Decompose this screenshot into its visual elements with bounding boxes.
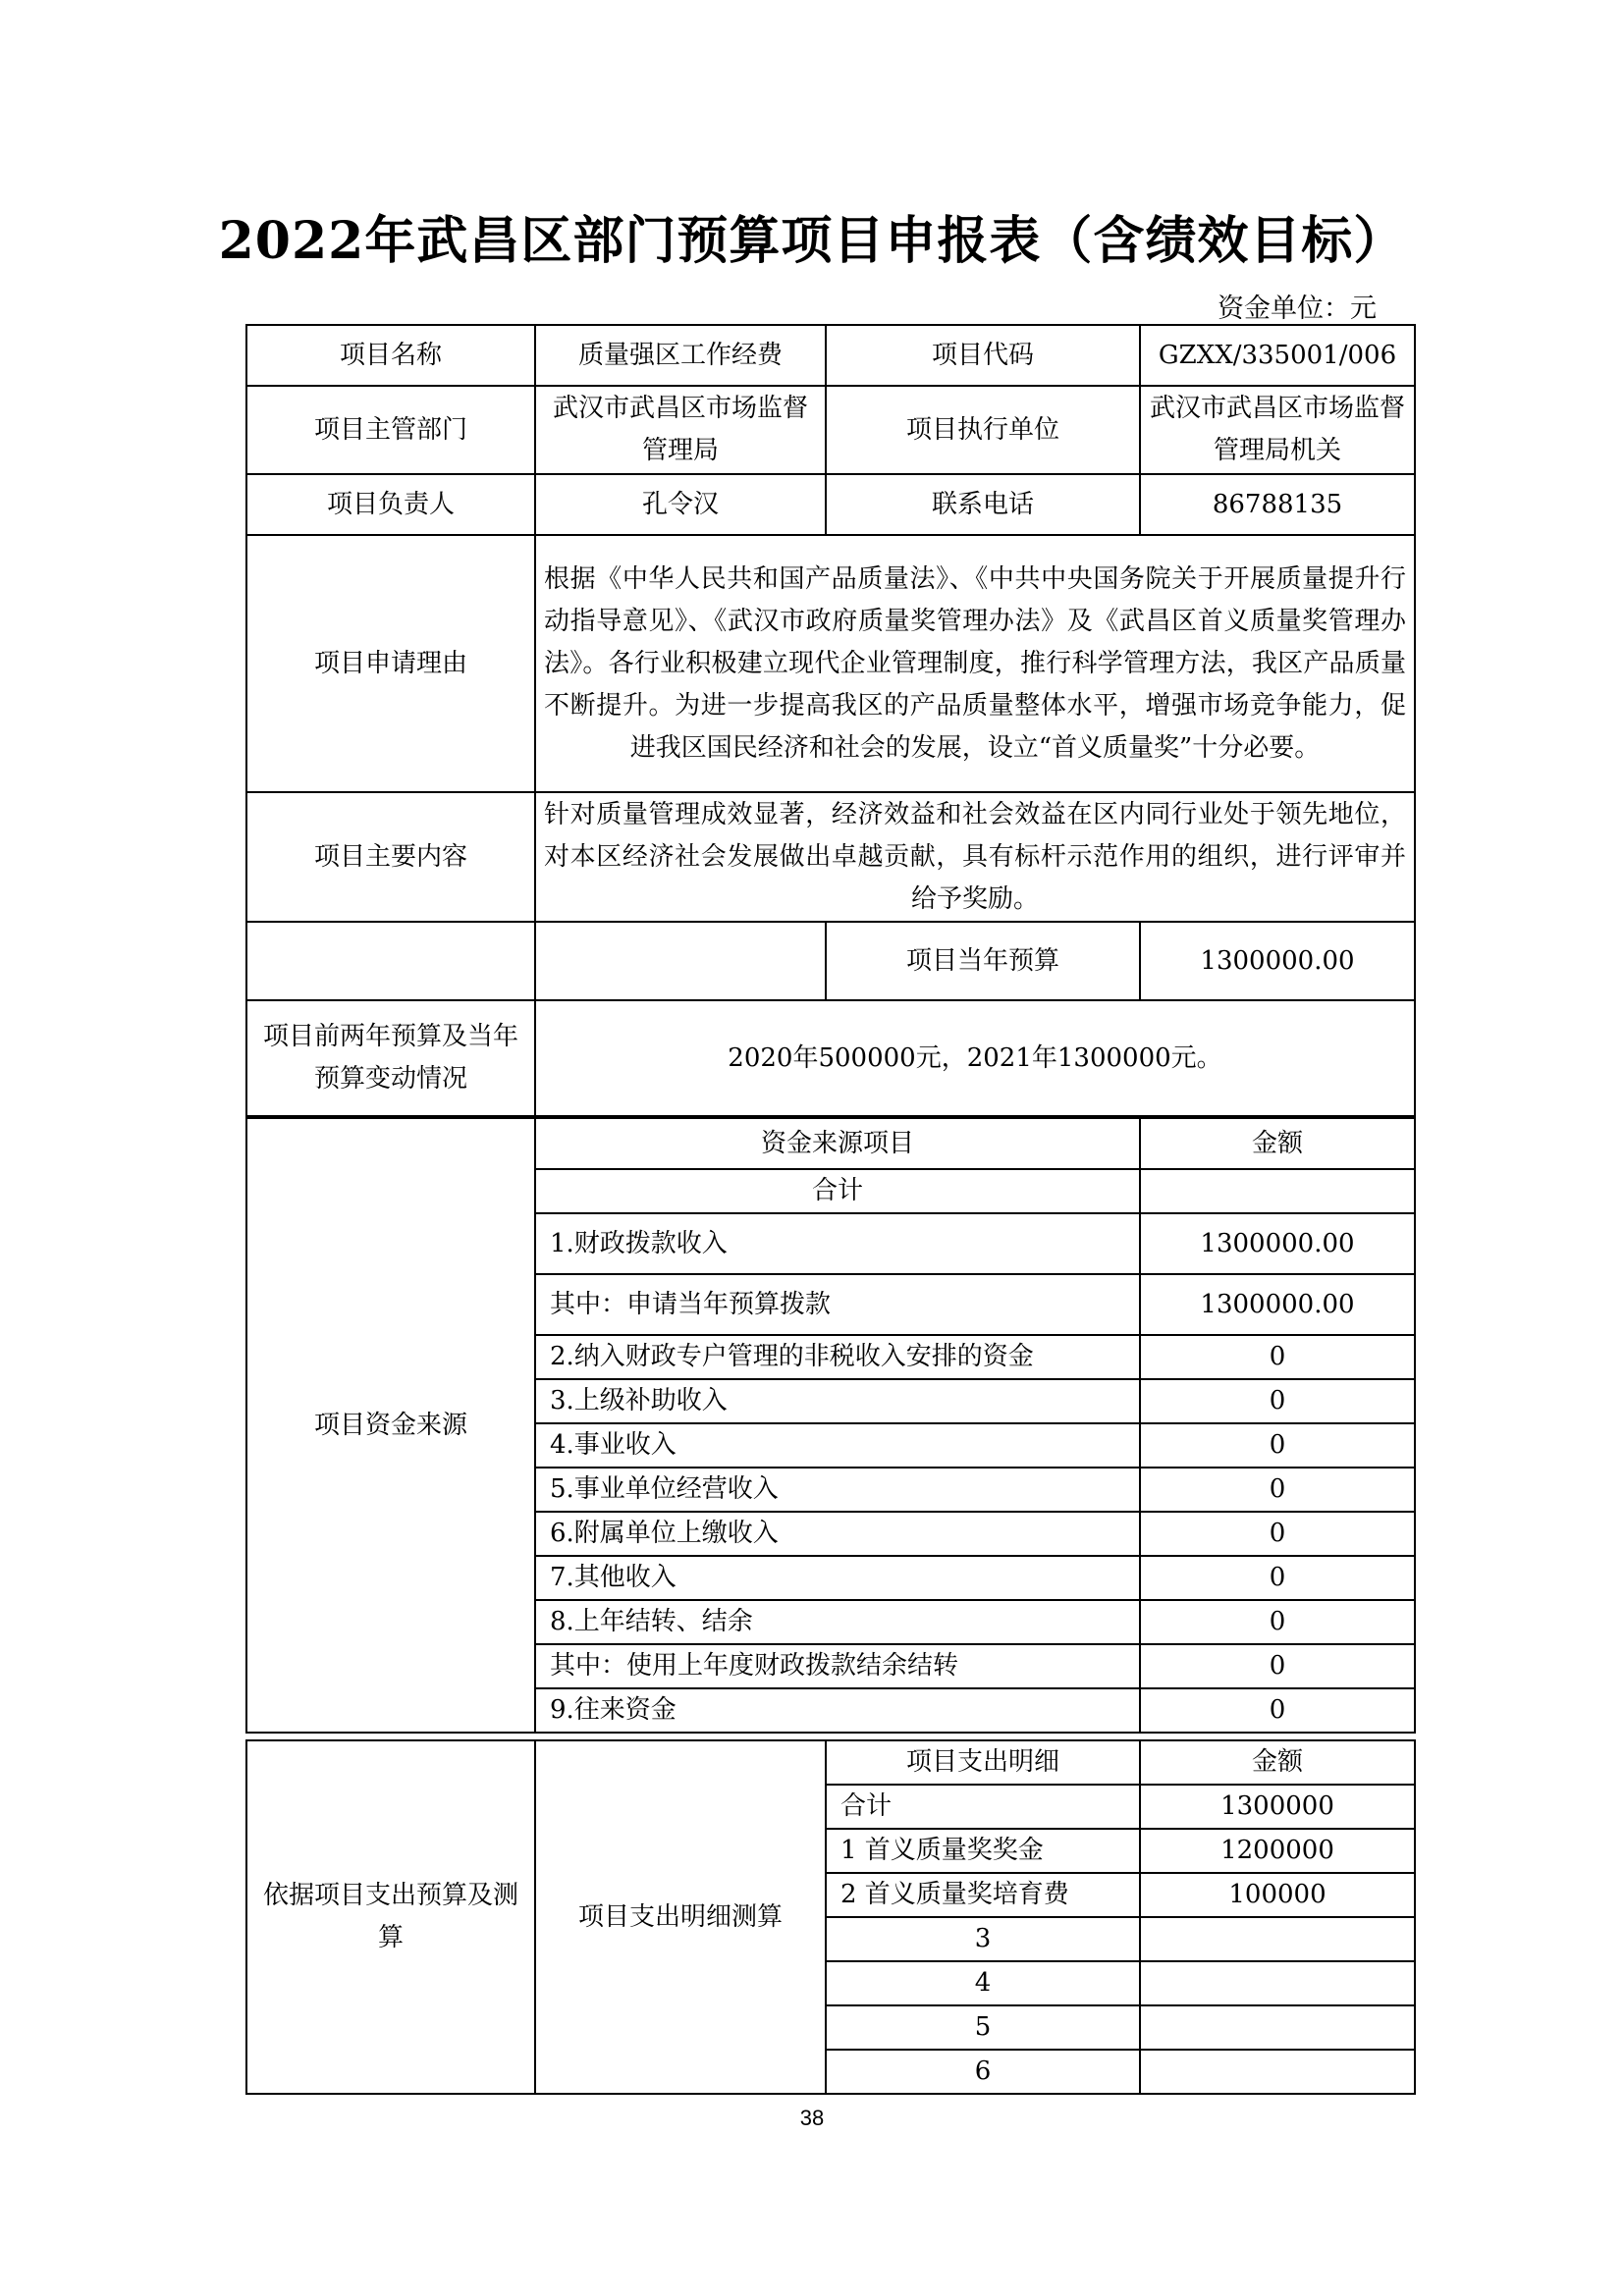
currency-unit: 资金单位：元 bbox=[1218, 294, 1377, 324]
funding-amount: 0 bbox=[1140, 1600, 1415, 1644]
table-row bbox=[246, 1000, 1415, 1116]
expense-sub-label: 项目支出明细测算 bbox=[535, 1740, 826, 2094]
funding-item: 8.上年结转、结余 bbox=[535, 1600, 1140, 1644]
funding-item: 9.往来资金 bbox=[535, 1688, 1140, 1733]
expense-amount bbox=[1140, 1961, 1415, 2005]
table-row bbox=[246, 1118, 1415, 1169]
owner-value: 孔令汉 bbox=[535, 474, 826, 535]
history-label: 项目前两年预算及当年预算变动情况 bbox=[246, 1000, 535, 1116]
budget-label: 项目当年预算 bbox=[826, 922, 1140, 1000]
budget-value: 1300000.00 bbox=[1140, 922, 1415, 1000]
application-form-table bbox=[245, 324, 1416, 1117]
expense-item: 合计 bbox=[826, 1785, 1140, 1829]
expense-label: 依据项目支出预算及测算 bbox=[246, 1740, 535, 2094]
page-number: 38 bbox=[799, 2106, 825, 2130]
funding-amount: 0 bbox=[1140, 1379, 1415, 1423]
reason-text: 根据《中华人民共和国产品质量法》、《中共中央国务院关于开展质量提升行动指导意见》、《武汉市政府质量奖管理办法》及《武昌区首义质量奖管理办法》。各行业积极建立现代企业管理制度，推行科学管理方法，我区产品质量不断提升。为进一步提高我区的产品质量整体水平，增强市场竞争能力，促进我区国民经济和社会的发展，设立“首义质量奖”十分必要。 bbox=[535, 535, 1415, 792]
project-code-value: GZXX/335001/006 bbox=[1140, 325, 1415, 386]
funding-item: 其中：使用上年度财政拨款结余结转 bbox=[535, 1644, 1140, 1688]
table-row bbox=[246, 922, 1415, 1000]
funding-item: 1.财政拨款收入 bbox=[535, 1213, 1140, 1274]
funding-header-item: 资金来源项目 bbox=[535, 1118, 1140, 1169]
funding-item: 其中：申请当年预算拨款 bbox=[535, 1274, 1140, 1335]
expense-item: 1 首义质量奖奖金 bbox=[826, 1829, 1140, 1873]
funding-amount bbox=[1140, 1169, 1415, 1213]
expense-item: 6 bbox=[826, 2050, 1140, 2094]
empty-cell bbox=[535, 922, 826, 1000]
expense-amount bbox=[1140, 2005, 1415, 2050]
dept-value: 武汉市武昌区市场监督管理局 bbox=[535, 386, 826, 474]
funding-amount: 0 bbox=[1140, 1512, 1415, 1556]
funding-item: 5.事业单位经营收入 bbox=[535, 1468, 1140, 1512]
funding-amount: 0 bbox=[1140, 1556, 1415, 1600]
table-row bbox=[246, 386, 1415, 474]
funding-amount: 0 bbox=[1140, 1335, 1415, 1379]
expense-table bbox=[245, 1739, 1416, 2095]
expense-item: 4 bbox=[826, 1961, 1140, 2005]
table-row bbox=[246, 1740, 1415, 1785]
page-title: 2022年武昌区部门预算项目申报表（含绩效目标） bbox=[218, 211, 1406, 271]
expense-item: 3 bbox=[826, 1917, 1140, 1961]
exec-unit-label: 项目执行单位 bbox=[826, 386, 1140, 474]
funding-item: 合计 bbox=[535, 1169, 1140, 1213]
funding-header-amount: 金额 bbox=[1140, 1118, 1415, 1169]
table-row bbox=[246, 792, 1415, 922]
expense-amount bbox=[1140, 1917, 1415, 1961]
expense-amount: 100000 bbox=[1140, 1873, 1415, 1917]
history-text: 2020年500000元，2021年1300000元。 bbox=[535, 1000, 1415, 1116]
phone-value: 86788135 bbox=[1140, 474, 1415, 535]
funding-label: 项目资金来源 bbox=[246, 1118, 535, 1733]
funding-item: 3.上级补助收入 bbox=[535, 1379, 1140, 1423]
expense-header-item: 项目支出明细 bbox=[826, 1740, 1140, 1785]
project-name-label: 项目名称 bbox=[246, 325, 535, 386]
funding-amount: 0 bbox=[1140, 1688, 1415, 1733]
funding-item: 2.纳入财政专户管理的非税收入安排的资金 bbox=[535, 1335, 1140, 1379]
table-row bbox=[246, 474, 1415, 535]
table-row bbox=[246, 325, 1415, 386]
funding-source-table bbox=[245, 1117, 1416, 1734]
expense-header-amount: 金额 bbox=[1140, 1740, 1415, 1785]
expense-amount bbox=[1140, 2050, 1415, 2094]
funding-amount: 0 bbox=[1140, 1644, 1415, 1688]
owner-label: 项目负责人 bbox=[246, 474, 535, 535]
reason-label: 项目申请理由 bbox=[246, 535, 535, 792]
table-row bbox=[246, 535, 1415, 792]
funding-item: 7.其他收入 bbox=[535, 1556, 1140, 1600]
funding-item: 4.事业收入 bbox=[535, 1423, 1140, 1468]
content-label: 项目主要内容 bbox=[246, 792, 535, 922]
expense-item: 2 首义质量奖培育费 bbox=[826, 1873, 1140, 1917]
expense-amount: 1300000 bbox=[1140, 1785, 1415, 1829]
expense-amount: 1200000 bbox=[1140, 1829, 1415, 1873]
funding-amount: 0 bbox=[1140, 1423, 1415, 1468]
dept-label: 项目主管部门 bbox=[246, 386, 535, 474]
project-name-value: 质量强区工作经费 bbox=[535, 325, 826, 386]
funding-item: 6.附属单位上缴收入 bbox=[535, 1512, 1140, 1556]
funding-amount: 1300000.00 bbox=[1140, 1213, 1415, 1274]
empty-cell bbox=[246, 922, 535, 1000]
phone-label: 联系电话 bbox=[826, 474, 1140, 535]
expense-item: 5 bbox=[826, 2005, 1140, 2050]
funding-amount: 1300000.00 bbox=[1140, 1274, 1415, 1335]
content-text: 针对质量管理成效显著，经济效益和社会效益在区内同行业处于领先地位，对本区经济社会发展做出卓越贡献，具有标杆示范作用的组织，进行评审并给予奖励。 bbox=[535, 792, 1415, 922]
exec-unit-value: 武汉市武昌区市场监督管理局机关 bbox=[1140, 386, 1415, 474]
funding-amount: 0 bbox=[1140, 1468, 1415, 1512]
project-code-label: 项目代码 bbox=[826, 325, 1140, 386]
